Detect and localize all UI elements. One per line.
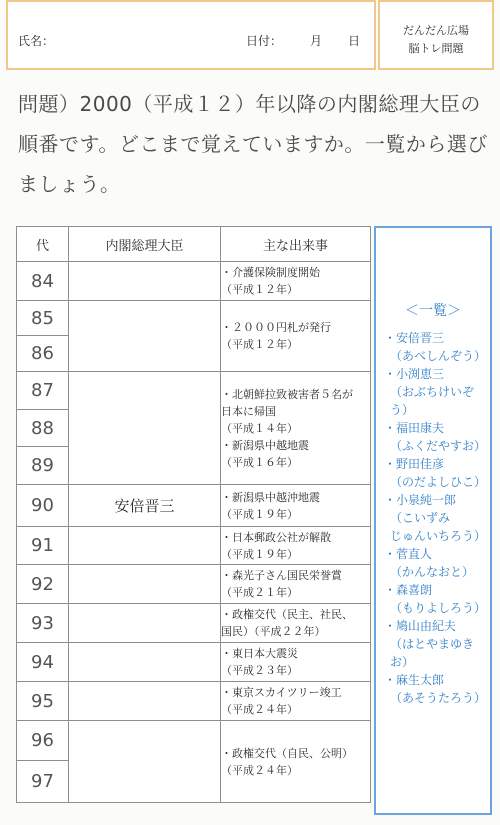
date-label: 日付： [246,34,283,48]
event-cell [221,527,371,565]
question-text: 問題）2000（平成１２）年以降の内閣総理大臣の順番です。どこまで覚えていますか。一覧から選びましょう。 [18,92,488,196]
event-line: 国民）（平成２２年） [221,625,326,638]
event-line: （平成２４年） [221,703,298,716]
event-cell [221,643,371,682]
number-cell: 90 [17,485,69,527]
event-cell [221,262,371,301]
number-cell: 97 [17,761,69,803]
list-item-reading: （もりよしろう） [390,601,487,615]
list-item-name: ・小渕恵三 [384,367,445,381]
pm-answer-cell[interactable] [69,643,221,682]
list-item-name: ・福田康夫 [384,421,445,435]
event-line: （平成１２年） [221,338,298,351]
pm-answer-cell[interactable] [69,721,221,803]
number-cell: 84 [17,262,69,301]
list-item-name: ・小泉純一郎 [384,493,457,507]
event-cell [221,485,371,527]
number-cell: 93 [17,604,69,643]
list-item-name: ・菅直人 [384,547,433,561]
pm-answer-cell[interactable] [69,527,221,565]
event-line: ・北朝鮮拉致被害者５名が [221,387,353,401]
event-line: ・日本郵政公社が解散 [221,530,331,544]
event-cell [221,721,371,803]
event-line: （平成２１年） [221,586,298,599]
pm-answer-cell: 安倍晋三 [69,485,221,527]
list-item-reading: （のだよしひこ） [390,475,487,489]
pm-answer-cell[interactable] [69,604,221,643]
number-cell: 91 [17,527,69,565]
number-cell: 96 [17,721,69,761]
event-line: ・新潟県中越沖地震 [221,490,320,504]
list-item-reading: （ふくだやすお） [390,439,487,453]
month-label: 月 [310,34,323,48]
number-cell: 85 [17,301,69,336]
event-cell [221,301,371,372]
event-line: （平成２３年） [221,664,298,677]
event-line: ・東京スカイツリー竣工 [221,686,342,699]
list-item-reading: （おぶちけいぞう） [390,385,475,417]
number-cell: 95 [17,682,69,721]
table-row [17,643,371,682]
col-header-pm: 内閣総理大臣 [69,227,221,262]
number-cell: 94 [17,643,69,682]
list-item-reading: （はとやまゆきお） [390,637,475,669]
name-date-box [6,0,376,70]
answer-list [384,329,488,707]
list-item-name: ・麻生太郎 [384,673,445,687]
event-line: 日本に帰国 [221,404,276,418]
pm-answer-cell[interactable] [69,301,221,372]
pm-answer-cell[interactable] [69,565,221,604]
table-header-row [17,227,371,262]
list-item-reading: （こいずみ [390,511,451,525]
event-cell [221,372,371,485]
brand-subtitle: 脳トレ問題 [408,42,464,55]
event-line: ・政権交代（自民、公明） [221,746,353,760]
table-row [17,604,371,643]
event-line: ・東日本大震災 [221,647,298,660]
event-cell [221,565,371,604]
number-cell: 88 [17,410,69,447]
list-item-reading: （かんなおと） [390,565,475,579]
brand-title: だんだん広場 [403,24,469,37]
table-row [17,565,371,604]
answer-list-box [374,226,492,815]
event-line: （平成１９年） [221,507,298,521]
list-item-name: ・安倍晋三 [384,331,445,345]
pm-answer-cell[interactable] [69,262,221,301]
pm-answer-cell[interactable] [69,682,221,721]
event-line: ・政権交代（民主、社民、 [221,608,353,621]
name-label: 氏名： [18,34,55,48]
table-row [17,527,371,565]
number-cell: 87 [17,372,69,410]
col-header-number: 代 [17,227,69,262]
list-item-name: ・森喜朗 [384,583,433,597]
list-item-name: ・鳩山由紀夫 [384,619,457,633]
event-line: （平成１２年） [221,283,298,296]
table-row [17,682,371,721]
table-row [17,372,371,410]
event-line: （平成１９年） [221,547,298,561]
list-item-name: ・野田佳彦 [384,457,445,471]
brand-box [378,0,494,70]
event-line: ・森光子さん国民栄誉賞 [221,569,342,582]
number-cell: 92 [17,565,69,604]
table-row [17,485,371,527]
list-title: ＜一覧＞ [405,303,461,319]
pm-answer-cell[interactable] [69,372,221,485]
event-line: ・新潟県中越地震 [221,438,309,452]
list-item-reading: （あそうたろう） [390,691,487,705]
list-item-reading: じゅんいちろう） [390,529,487,543]
event-line: （平成１４年） [221,421,298,435]
number-cell: 89 [17,447,69,485]
table-row [17,721,371,761]
event-line: ・介護保険制度開始 [221,266,320,279]
event-cell [221,604,371,643]
event-line: ・２０００円札が発行 [221,321,331,334]
prime-minister-table [16,226,371,803]
table-row [17,301,371,336]
event-line: （平成１６年） [221,455,298,469]
table-row [17,262,371,301]
day-label: 日 [348,34,361,48]
event-line: （平成２４年） [221,763,298,777]
number-cell: 86 [17,336,69,372]
list-item-reading: （あべしんぞう） [390,349,487,363]
col-header-events: 主な出来事 [221,227,371,262]
event-cell [221,682,371,721]
